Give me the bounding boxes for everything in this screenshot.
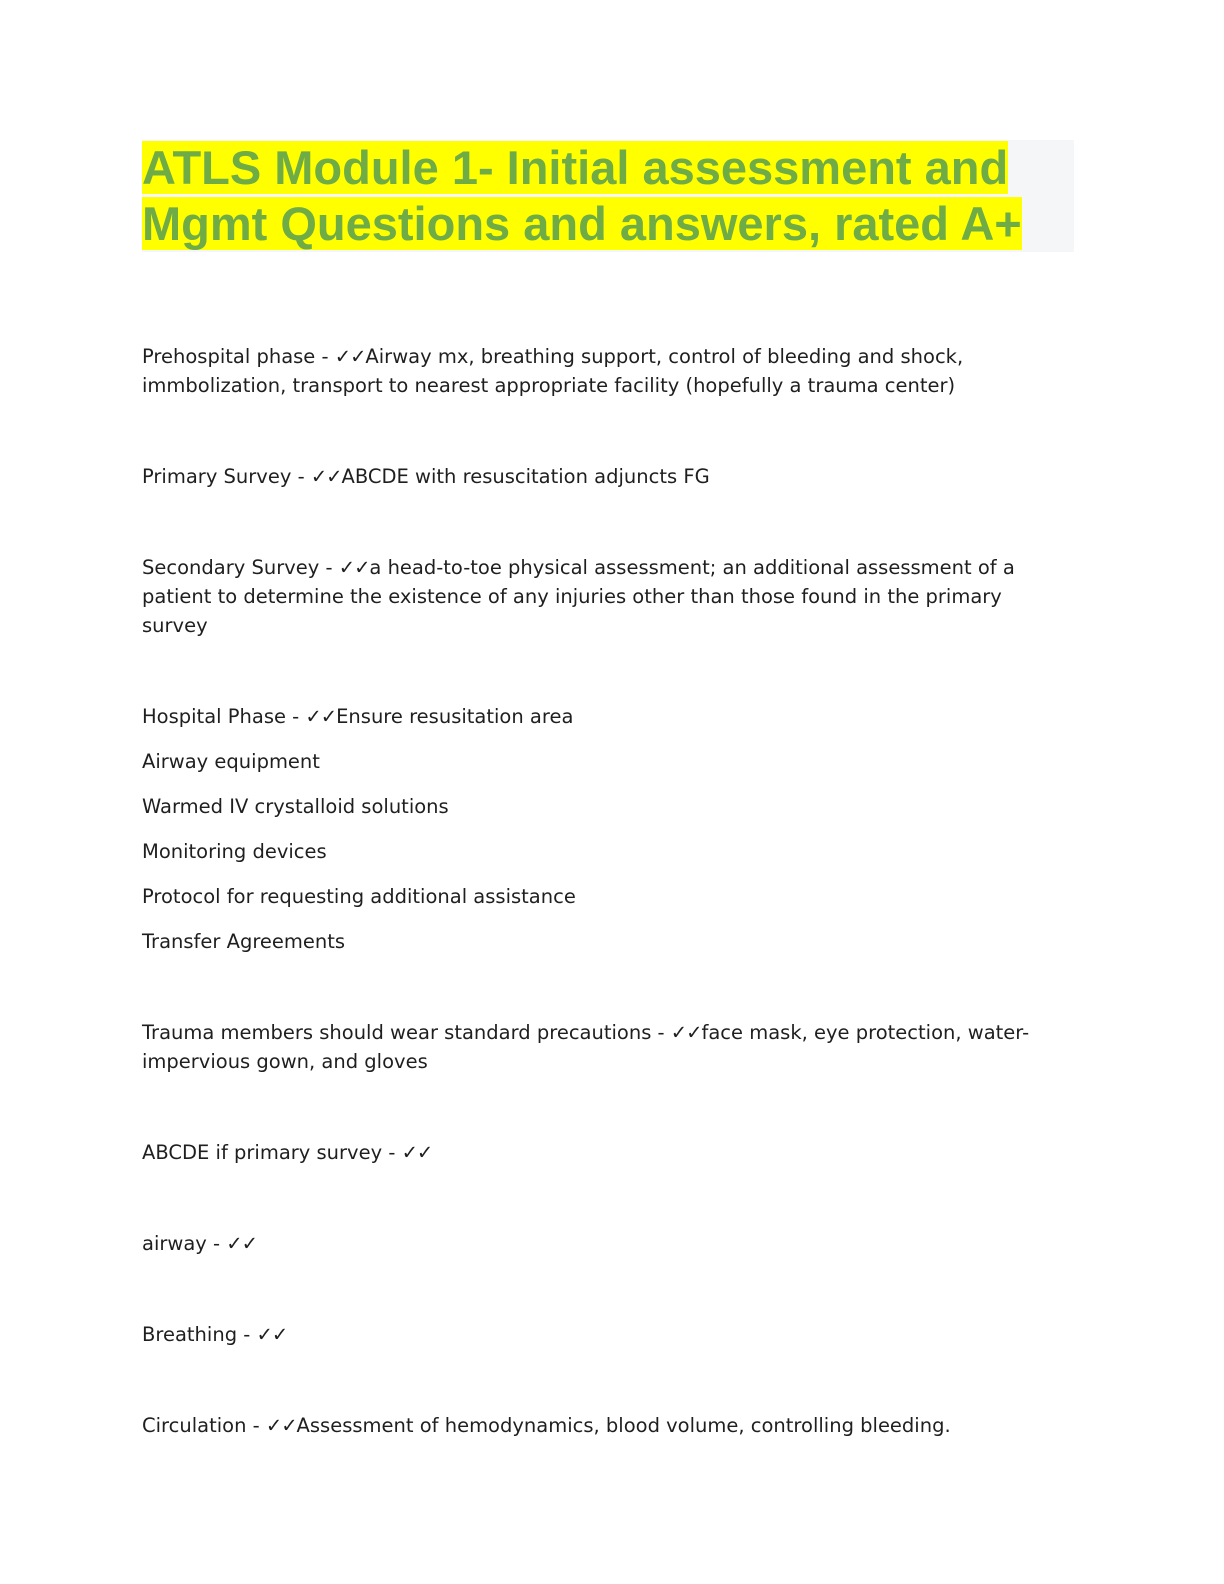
- title-block: [142, 140, 1074, 252]
- check-mark-icon: ✓✓: [226, 1232, 257, 1255]
- answer-text: Airway mx, breathing support, control of bleeding and shock, immbolization, transport to nearest appropriate facility (hopefully a trauma center): [142, 345, 964, 397]
- answer-line: Airway equipment: [142, 750, 320, 773]
- check-mark-icon: ✓✓: [265, 1414, 297, 1437]
- title-line-2: Mgmt Questions and answers, rated A+: [142, 197, 1022, 250]
- qa-item-breathing: [142, 1320, 1072, 1349]
- question-text: Secondary Survey -: [142, 556, 339, 579]
- check-mark-icon: ✓✓: [256, 1323, 288, 1346]
- qa-list: [142, 342, 1072, 1440]
- check-mark-icon: ✓✓: [305, 705, 337, 728]
- qa-item-airway: [142, 1229, 1072, 1258]
- qa-item-abcde: [142, 1138, 1072, 1167]
- question-text: Breathing -: [142, 1323, 257, 1346]
- title-line-1: ATLS Module 1- Initial assessment and: [142, 141, 1009, 194]
- answer-text: face mask, eye protection, water-impervious gown, and gloves: [142, 1021, 1030, 1073]
- document-title: [142, 140, 1022, 252]
- question-text: Trauma members should wear standard precautions -: [142, 1021, 671, 1044]
- answer-text: ABCDE with resuscitation adjuncts FG: [341, 465, 710, 488]
- answer-line: Warmed IV crystalloid solutions: [142, 795, 449, 818]
- question-text: Hospital Phase -: [142, 705, 306, 728]
- qa-item-secondary-survey: [142, 553, 1072, 640]
- check-mark-icon: ✓✓: [670, 1021, 702, 1044]
- answer-text: Ensure resusitation area: [336, 705, 574, 728]
- check-mark-icon: ✓✓: [334, 345, 366, 368]
- qa-item-prehospital: [142, 342, 1072, 400]
- question-text: Prehospital phase -: [142, 345, 335, 368]
- check-mark-icon: ✓✓: [401, 1141, 433, 1164]
- question-text: airway -: [142, 1232, 227, 1255]
- answer-text: Assessment of hemodynamics, blood volume, controlling bleeding.: [296, 1414, 951, 1437]
- question-text: Circulation -: [142, 1414, 266, 1437]
- qa-item-circulation: [142, 1411, 1072, 1440]
- answer-line: Monitoring devices: [142, 840, 327, 863]
- qa-item-hospital-phase: [142, 702, 1072, 731]
- answer-text: a head-to-toe physical assessment; an additional assessment of a patient to determine the existence of any injuries other than those found in the primary survey: [142, 556, 1015, 637]
- answer-line: Transfer Agreements: [142, 930, 346, 953]
- qa-item-standard-precautions: [142, 1018, 1072, 1076]
- check-mark-icon: ✓✓: [338, 556, 370, 579]
- answer-line: Protocol for requesting additional assistance: [142, 885, 576, 908]
- qa-item-primary-survey: [142, 462, 1072, 491]
- question-text: Primary Survey -: [142, 465, 311, 488]
- check-mark-icon: ✓✓: [310, 465, 342, 488]
- question-text: ABCDE if primary survey -: [142, 1141, 402, 1164]
